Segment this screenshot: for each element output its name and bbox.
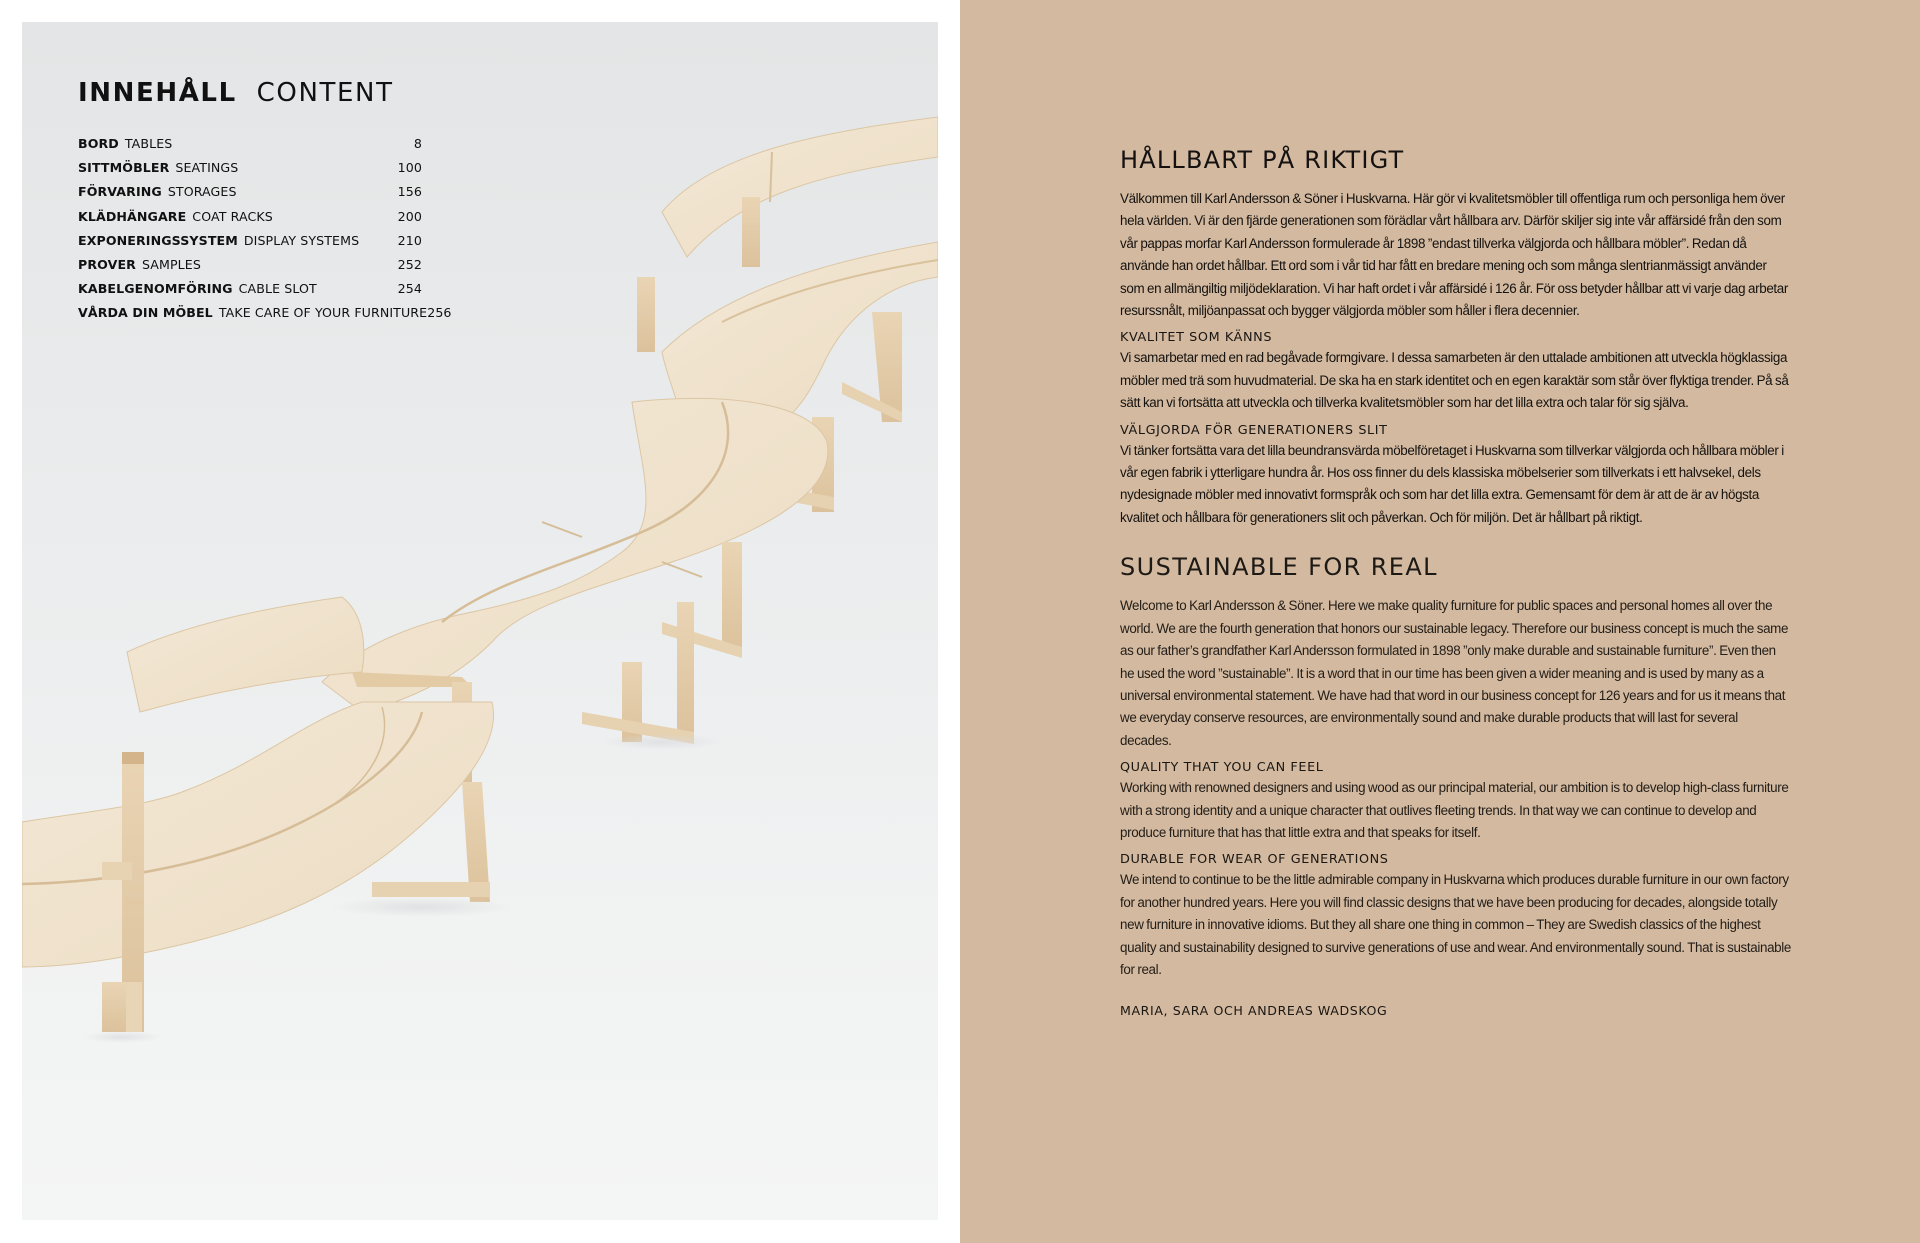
paragraph-quality-sv: Vi samarbetar med en rad begåvade formgivare. I dessa samarbeten är den uttalade ambitionen att utveckla högklassiga möbler med trä som huvudmaterial. De ska ha en stark identitet och en egen karaktär som står över flyktiga trender. På så sätt kan vi fortsätta att utveckla och tillverka kvalitetsmöbler som har det lilla extra och talar för sig själva. [1120, 350, 1789, 411]
intro-en: Welcome to Karl Andersson & Söner. Here we make quality furniture for public spaces and personal homes all over the world. We are the fourth generation that honors our sustainable legacy. Therefore our business concept is much the same as our father’s grandfather Karl Andersson formulated in 1898 ”only make durable and sustainable furniture”. Even then he used the word ”sustainable”. It is a word that in our time has been given a wider meaning and is used by many as a universal environmental statement. We have had that word in our business concept for 126 years and for us it means that we everyday conserve resources, are environmentally sound and make durable products that will last for several decades. [1120, 598, 1789, 748]
toc-item-sv: VÅRDA DIN MÖBEL [78, 305, 213, 321]
toc-item-page: 156 [397, 184, 422, 200]
toc-item-sv: BORD [78, 136, 119, 151]
toc-title-en: CONTENT [256, 78, 394, 108]
toc-item-page: 252 [397, 256, 422, 272]
toc-item-samples[interactable] [78, 257, 422, 281]
toc-item-sv: KABELGENOMFÖRING [78, 281, 233, 297]
heading-en: SUSTAINABLE FOR REAL [1120, 553, 1438, 582]
subheading-quality-sv: KVALITET SOM KÄNNS [1120, 330, 1273, 346]
toc-item-en: DISPLAY SYSTEMS [243, 232, 360, 248]
toc-item-page: 200 [397, 208, 422, 224]
toc-item-en: SAMPLES [141, 256, 201, 272]
signature: MARIA, SARA OCH ANDREAS WADSKOG [1120, 1003, 1388, 1019]
subheading-quality-en: QUALITY THAT YOU CAN FEEL [1120, 760, 1324, 776]
paragraph-durable-en: We intend to continue to be the little admirable company in Huskvarna which produces durable furniture in our own factory for another hundred years. Here you will find classic designs that we have been producing for decades, alongside totally new furniture in innovative idioms. But they all share one thing in common – They are Swedish classics of the highest quality and sustainability designed to survive generations of use and wear. And environmentally sound. That is sustainable for real. [1120, 872, 1791, 977]
toc-item-sv: SITTMÖBLER [78, 160, 170, 176]
toc-item-en: SEATINGS [175, 160, 239, 176]
toc-item-display-systems[interactable] [78, 233, 422, 257]
toc-item-sv: KLÄDHÄNGARE [78, 208, 187, 224]
toc-item-en: TAKE CARE OF YOUR FURNITURE [218, 305, 428, 321]
toc-item-sv: FÖRVARING [78, 184, 162, 200]
toc-item-en: STORAGES [167, 184, 237, 200]
toc-item-furniture-care[interactable] [78, 305, 452, 329]
subheading-durable-en: DURABLE FOR WEAR OF GENERATIONS [1120, 852, 1389, 868]
toc-title-sv: INNEHÅLL [78, 78, 237, 108]
toc-title [78, 78, 422, 108]
toc-item-tables[interactable] [78, 136, 422, 160]
toc-item-page: 256 [427, 305, 452, 321]
article [1120, 146, 1792, 1018]
paragraph-durable-sv: Vi tänker fortsätta vara det lilla beundransvärda möbelföretaget i Huskvarna som tillverkar välgjorda och hållbara möbler i vår egen fabrik i ytterligare hundra år. Hos oss finner du dels klassiska möbelserier som tillverkats i ett halvsekel, dels nydesignade möbler med innovativt formspråk och som har det lilla extra. Gemensamt för dem är att de är av högsta kvalitet och hållbara för generationers slit och påverkan. Och för miljön. Det är hållbart på riktigt. [1120, 442, 1784, 525]
toc-item-coat-racks[interactable] [78, 209, 422, 233]
subheading-durable-sv: VÄLGJORDA FÖR GENERATIONERS SLIT [1120, 422, 1388, 438]
toc-list [78, 136, 452, 330]
toc-item-sv: EXPONERINGSSYSTEM [78, 232, 238, 248]
table-of-contents [78, 78, 452, 330]
toc-item-page: 100 [397, 160, 422, 176]
toc-item-en: CABLE SLOT [238, 281, 317, 297]
toc-item-en: TABLES [124, 136, 173, 151]
intro-sv: Välkommen till Karl Andersson & Söner i Huskvarna. Här gör vi kvalitetsmöbler till offentliga rum och personliga hem över hela världen. Vi är den fjärde generationen som förädlar vårt hållbara arv. Därför skiljer sig inte vår affärsidé från den som vår pappas morfar Karl Andersson formulerade år 1898 ”endast tillverka välgjorda och hållbara möbler”. Redan då använde han ordet hållbar. Ett ord som i vår tid har fått en bredare mening och som många slentrianmässigt använder som en allmängiltig miljödeklaration. Vi har haft ordet i vår affärsidé i 126 år. För oss betyder hållbar att vi varje dag arbetar resurssnålt, miljöanpassat och bygger välgjorda möbler som håller i flera decennier. [1120, 191, 1788, 319]
toc-item-sv: PROVER [78, 256, 136, 272]
swedish-section [1120, 146, 1792, 529]
toc-item-cable-slot[interactable] [78, 281, 422, 305]
toc-item-page: 8 [413, 136, 422, 151]
english-section [1120, 553, 1792, 981]
heading-sv: HÅLLBART PÅ RIKTIGT [1120, 146, 1405, 174]
right-page [960, 0, 1920, 1243]
paragraph-quality-en: Working with renowned designers and using wood as our principal material, our ambition is to develop high-class furniture with a strong identity and a unique character that outlives fleeting trends. In that way we can continue to develop and produce furniture that has that little extra and that speaks for itself. [1120, 780, 1789, 840]
toc-item-page: 210 [397, 232, 422, 248]
toc-item-page: 254 [397, 281, 422, 297]
toc-item-en: COAT RACKS [192, 208, 273, 224]
toc-item-storages[interactable] [78, 184, 422, 208]
toc-item-seatings[interactable] [78, 160, 422, 184]
